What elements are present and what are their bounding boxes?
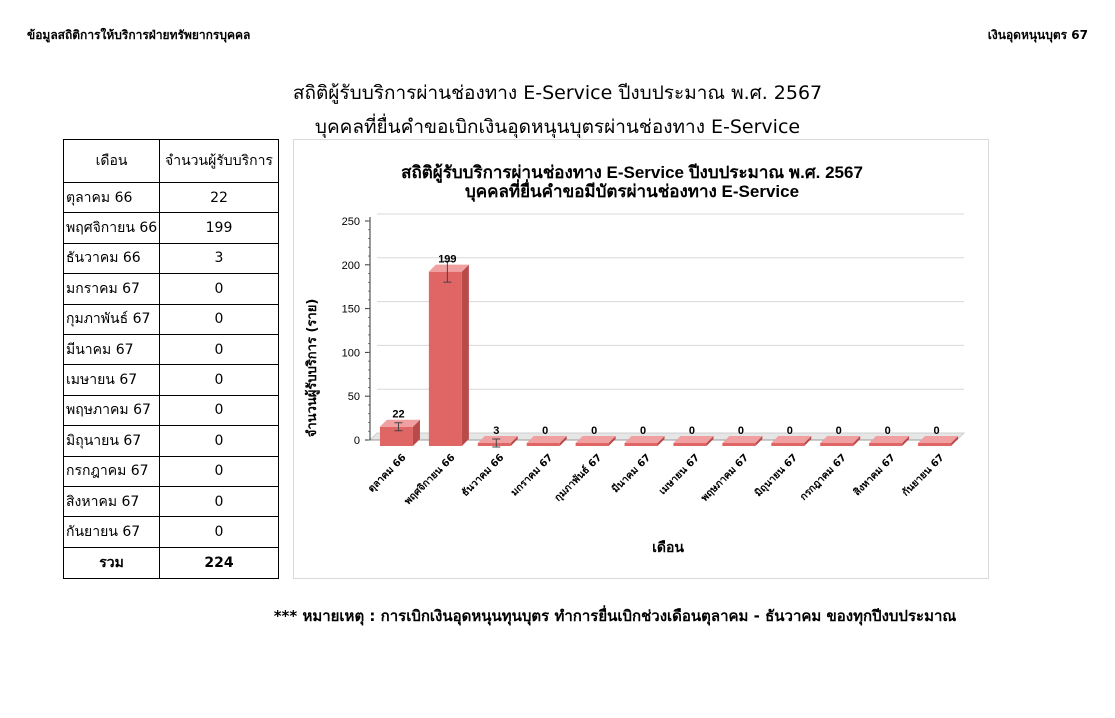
count-cell: 0: [160, 426, 279, 456]
x-tick-label: พฤษภาคม 67: [699, 452, 751, 505]
table-row: [64, 243, 279, 273]
chart-title: สถิติผู้รับบริการผ่านช่องทาง E-Service ปีงบประมาณ พ.ศ. 2567: [401, 163, 863, 182]
month-cell: กันยายน 67: [64, 517, 160, 547]
bar: [380, 427, 413, 446]
bar-top: [820, 436, 860, 443]
footnote: *** หมายเหตุ : การเบิกเงินอุดหนุนทุนบุตร ทำการยื่นเบิกช่วงเดือนตุลาคม - ธันวาคม ของทุกปีงบประมาณ: [273, 607, 957, 625]
y-axis-label: จำนวนผู้รับบริการ (ราย): [305, 298, 320, 438]
total-label: รวม: [64, 547, 160, 578]
chart-subtitle: บุคคลที่ยื่นคำขอมีบัตรผ่านช่องทาง E-Service: [464, 182, 800, 201]
x-tick-label: ธันวาคม 66: [459, 452, 507, 499]
bar: [918, 443, 951, 446]
table-row: [64, 365, 279, 395]
data-label: 0: [688, 425, 696, 437]
y-tick-label: 250: [341, 216, 360, 228]
data-label: 0: [591, 425, 598, 437]
y-tick-label: 50: [347, 391, 360, 404]
x-tick-label: กรกฎาคม 67: [798, 452, 849, 503]
x-tick-label: มกราคม 67: [509, 452, 556, 499]
total-row: [64, 547, 279, 578]
month-cell: กรกฎาคม 67: [64, 456, 160, 486]
bar: [722, 443, 755, 446]
bar-chart-container: [293, 139, 989, 579]
bar: [673, 443, 706, 446]
table-row: [64, 426, 279, 456]
data-label: 22: [392, 408, 405, 421]
x-tick-label: พฤศจิกายน 66: [402, 452, 458, 508]
month-cell: มกราคม 67: [64, 274, 160, 304]
bar-top: [869, 436, 909, 443]
table-row: [64, 395, 279, 425]
data-label: 0: [786, 425, 793, 437]
table-row: [64, 213, 279, 243]
table-row: [64, 486, 279, 516]
x-tick-label: กันยายน 67: [900, 452, 947, 499]
x-tick-label: มีนาคม 67: [610, 452, 654, 496]
bar: [820, 443, 853, 446]
data-label: 199: [438, 253, 457, 266]
table-row: [64, 517, 279, 547]
bar-top: [722, 436, 762, 443]
bar-top: [576, 436, 616, 443]
count-cell: 0: [160, 274, 279, 304]
count-cell: 22: [160, 183, 279, 213]
bar: [527, 443, 560, 446]
month-cell: สิงหาคม 67: [64, 486, 160, 516]
month-cell: พฤศจิกายน 66: [64, 213, 160, 243]
bar-side: [462, 265, 469, 446]
x-tick-label: มิถุนายน 67: [753, 452, 800, 500]
total-value: 224: [160, 547, 279, 578]
count-cell: 0: [160, 365, 279, 395]
count-cell: 0: [160, 395, 279, 425]
y-tick-label: 100: [341, 347, 360, 360]
column-header-month: เดือน: [64, 140, 160, 183]
x-tick-label: เมษายน 67: [657, 452, 703, 498]
table-header-row: [64, 140, 279, 183]
count-cell: 0: [160, 456, 279, 486]
data-label: 0: [835, 425, 842, 437]
month-cell: มีนาคม 67: [64, 334, 160, 364]
month-cell: พฤษภาคม 67: [64, 395, 160, 425]
bar-top: [527, 436, 567, 443]
month-cell: ธันวาคม 66: [64, 243, 160, 273]
month-cell: เมษายน 67: [64, 365, 160, 395]
data-label: 0: [933, 425, 940, 437]
x-tick-label: ตุลาคม 66: [366, 452, 409, 495]
table-row: [64, 456, 279, 486]
table-row: [64, 334, 279, 364]
count-cell: 199: [160, 213, 279, 243]
data-label: 0: [542, 425, 549, 437]
header-left-text: ข้อมูลสถิติการให้บริการฝ่ายทรัพยากรบุคคล: [27, 28, 251, 42]
data-label: 0: [737, 425, 744, 437]
bar: [576, 443, 609, 446]
bar: [478, 443, 511, 446]
bar-top: [429, 265, 469, 272]
count-cell: 0: [160, 334, 279, 364]
bar: [771, 443, 804, 446]
count-cell: 0: [160, 486, 279, 516]
stats-table: [63, 139, 279, 579]
header-right-text: เงินอุดหนุนบุตร 67: [987, 28, 1088, 42]
count-cell: 0: [160, 517, 279, 547]
count-cell: 3: [160, 243, 279, 273]
x-tick-label: สิงหาคม 67: [851, 452, 898, 499]
y-tick-label: 200: [341, 259, 360, 272]
bar-top: [918, 436, 958, 443]
x-tick-label: กุมภาพันธ์ 67: [552, 452, 605, 504]
table-row: [64, 183, 279, 213]
bar-top: [673, 436, 713, 443]
data-label: 3: [493, 425, 500, 437]
bar-top: [771, 436, 811, 443]
bar-chart: [294, 140, 988, 578]
page-subtitle: บุคคลที่ยื่นคำขอเบิกเงินอุดหนุนบุตรผ่านช่องทาง E-Service: [314, 116, 801, 138]
table-row: [64, 304, 279, 334]
month-cell: กุมภาพันธ์ 67: [64, 304, 160, 334]
page-title: สถิติผู้รับบริการผ่านช่องทาง E-Service ปีงบประมาณ พ.ศ. 2567: [292, 82, 823, 104]
month-cell: มิถุนายน 67: [64, 426, 160, 456]
month-cell: ตุลาคม 66: [64, 183, 160, 213]
y-tick-label: 150: [341, 303, 360, 316]
data-label: 0: [639, 425, 647, 437]
count-cell: 0: [160, 304, 279, 334]
bar: [625, 443, 658, 446]
y-tick-label: 0: [353, 435, 360, 447]
bar: [869, 443, 902, 446]
table-row: [64, 274, 279, 304]
data-label: 0: [884, 425, 891, 437]
column-header-count: จำนวนผู้รับบริการ: [160, 140, 279, 183]
x-axis-label: เดือน: [652, 540, 684, 556]
bar: [429, 272, 462, 446]
bar-top: [625, 436, 665, 443]
